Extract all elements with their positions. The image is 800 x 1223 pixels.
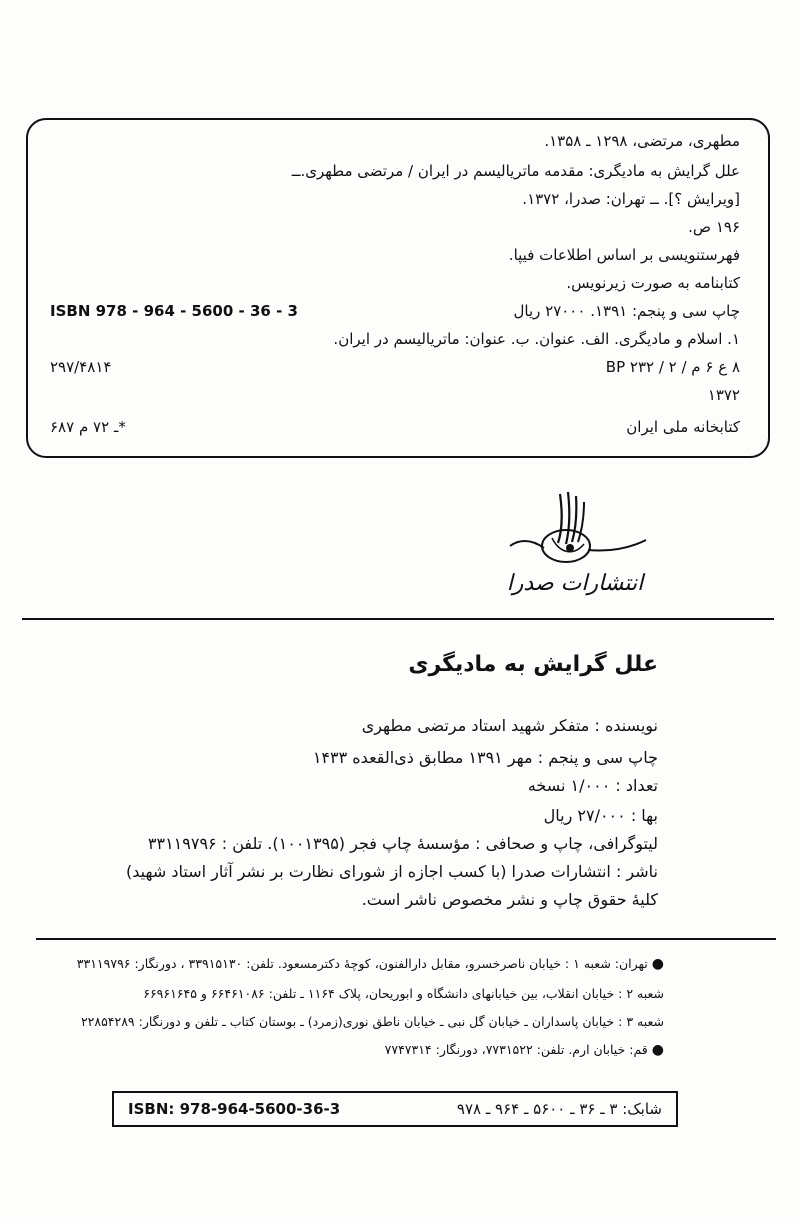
publisher-logo [500, 488, 650, 603]
cip-dewey: ۲۹۷/۴۸۱۴ [50, 358, 112, 376]
address-text: قم: خیابان ارم. تلفن: ۷۷۳۱۵۲۲، دورنگار: ۷۷۴۷۳۱۴ [384, 1042, 648, 1057]
address-qom [385, 1042, 664, 1058]
book-copies: تعداد : ۱/۰۰۰ نسخه [527, 776, 658, 795]
book-edition: چاپ سی و پنجم : مهر ۱۳۹۱ مطابق ذی‌القعده ۱۴۳۳ [312, 748, 658, 767]
address-tehran-3 [81, 1014, 664, 1029]
book-price: بها : ۲۷/۰۰۰ ریال [543, 806, 658, 825]
cip-biblio-note: کتابنامه به صورت زیرنویس. [566, 274, 740, 292]
cip-fipa-note: فهرستنویسی بر اساس اطلاعات فیپا. [508, 246, 740, 264]
bullet-icon: ● [651, 1042, 664, 1058]
cip-lc-class: ۸ ع ۶ م / ۲ / BP ۲۳۲ [605, 358, 740, 376]
book-author: نویسنده : متفکر شهید استاد مرتضی مطهری [361, 716, 658, 735]
address-tehran-2 [143, 986, 664, 1001]
cip-subjects: ۱. اسلام و مادیگری. الف. عنوان. ب. عنوان: ماتریالیسم در ایران. [333, 330, 740, 348]
isbn-english: ISBN: 978-964-5600-36-3 [128, 1100, 341, 1118]
divider [22, 618, 774, 620]
cip-lib-number: ۶۸۷ ـ ۷۲ م‌* [50, 418, 126, 436]
cip-edition-price: چاپ سی و پنجم: ۱۳۹۱. ۲۷۰۰۰ ریال [513, 302, 740, 320]
book-rights: کلیهٔ حقوق چاپ و نشر مخصوص ناشر است. [361, 890, 658, 909]
book-publisher: ناشر : انتشارات صدرا (با کسب اجازه از شورای نظارت بر نشر آثار استاد شهید) [126, 862, 658, 881]
cip-isbn: ISBN 978 - 964 - 5600 - 36 - 3 [50, 302, 298, 320]
cip-author: مطهری، مرتضی، ۱۲۹۸ ـ ۱۳۵۸. [544, 132, 740, 150]
cip-library: کتابخانه ملی ایران [626, 418, 740, 436]
cip-pages: ۱۹۶ ص. [688, 218, 740, 236]
isbn-box [112, 1091, 678, 1127]
divider [36, 938, 776, 940]
cip-year: ۱۳۷۲ [707, 386, 740, 404]
bullet-icon: ● [651, 956, 664, 972]
cip-box [26, 118, 770, 458]
address-text: شعبه ۳ : خیابان پاسداران ـ خیابان گل نبی ـ خیابان ناطق نوری(زمرد) ـ بوستان کتاب ـ تلفن و دورنگار: ۲۲۸۵۴۲۸۹ [80, 1014, 664, 1029]
book-title: علل گرایش به مادیگری [408, 652, 658, 677]
isbn-persian: شابک: ۳ ـ ۳۶ ـ ۵۶۰۰ ـ ۹۶۴ ـ ۹۷۸ [456, 1100, 662, 1118]
book-printing: لیتوگرافی، چاپ و صحافی : مؤسسهٔ چاپ فجر (۱۰۰۱۳۹۵). تلفن : ۳۳۱۱۹۷۹۶ [147, 834, 658, 853]
address-text: تهران: شعبه ۱ : خیابان ناصرخسرو، مقابل دارالفنون، کوچهٔ دکترمسعود. تلفن: ۳۳۹۱۵۱۳۰ ، دورنگار: ۳۳۱۱۹۷۹۶ [76, 956, 648, 971]
logo-text: انتشارات صدرا [506, 571, 644, 596]
cip-title-line-2: [ویرایش ؟]. ــ تهران: صدرا، ۱۳۷۲. [522, 190, 740, 208]
cip-title-line-1: علل گرایش به مادیگری: مقدمه ماتریالیسم در ایران / مرتضی مطهری.ــ [291, 162, 740, 180]
address-text: شعبه ۲ : خیابان انقلاب، بین خیابانهای دانشگاه و ابوریحان، پلاک ۱۱۶۴ ـ تلفن: ۶۶۴۶۱۰۸۶ و ۶۶۹۶۱۶۴۵ [143, 986, 664, 1001]
address-tehran-1 [77, 956, 664, 972]
